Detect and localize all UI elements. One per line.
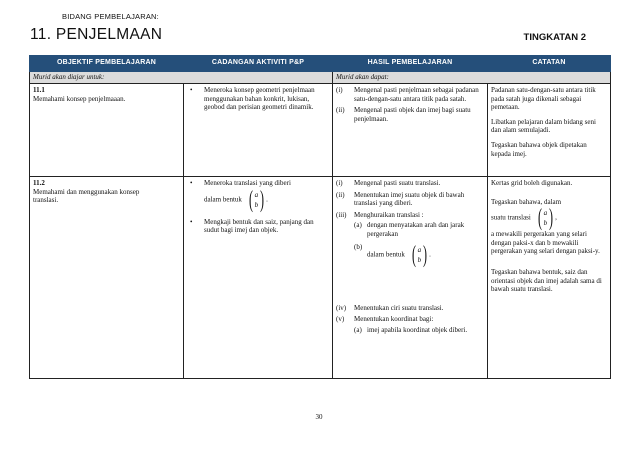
vector-bottom: b <box>543 219 548 228</box>
outcome-text: Menentukan ciri suatu translasi. <box>354 303 444 312</box>
outcome-marker: (iv) <box>336 303 347 312</box>
activity-item: • Mengkaji bentuk dan saiz, panjang dan sudut bagi imej dan objek. <box>187 218 329 235</box>
outcome-text: Mengenal pasti suatu translasi. <box>354 179 441 187</box>
sub-text: dengan menyatakan arah dan jarak pergerakan <box>367 221 465 238</box>
outcome-text: Menghuraikan translasi : <box>354 210 424 219</box>
col-objektif: OBJEKTIF PEMBELAJARAN <box>30 56 184 72</box>
sub-text: dalam bentuk <box>367 250 405 259</box>
sub-marker: (b) <box>354 242 363 251</box>
sub-marker: (a) <box>354 325 362 334</box>
vector-top: a <box>417 245 422 254</box>
subheader-row <box>30 72 611 84</box>
sub-text: imej apabila koordinat objek diberi. <box>367 325 468 334</box>
col-hasil: HASIL PEMBELAJARAN <box>333 56 488 72</box>
vector-bottom: b <box>417 255 422 264</box>
objective-cell <box>30 84 184 177</box>
vector-notation: ( a b ) <box>411 241 428 268</box>
col-catatan: CATATAN <box>488 56 611 72</box>
objective-cell <box>30 177 184 379</box>
activity-text: Meneroka translasi yang diberi <box>204 179 291 187</box>
note: suatu translasi ( a b ) , <box>491 205 557 232</box>
outcome-item <box>336 86 484 103</box>
sub-marker: (a) <box>354 221 362 230</box>
outcome-item <box>336 315 484 334</box>
activity-item: • Meneroka translasi yang diberi dalam bentuk ( a b ) . <box>187 179 329 212</box>
note: Kertas grid boleh digunakan. <box>491 179 573 187</box>
page-title: 11. PENJELMAAN <box>30 26 163 43</box>
note: a mewakili pergerakan yang selari dengan paksi-x dan b mewakili pergerakan yang selari dengan paksi-y. <box>491 230 600 256</box>
note: Padanan satu-dengan-satu antara titik pada satah juga dikenali sebagai pemetaan. <box>491 86 596 112</box>
outcome-item <box>336 179 484 188</box>
page-number: 30 <box>315 413 323 421</box>
sub-item: (b) dalam bentuk ( a b ) . <box>354 241 431 268</box>
outcome-marker: (i) <box>336 86 343 94</box>
outcome-marker: (v) <box>336 315 345 324</box>
activity-text: dalam bentuk <box>204 195 242 204</box>
note: Tegaskan bahawa, dalam <box>491 197 562 206</box>
vector-top: a <box>254 190 259 199</box>
note: Tegaskan bahawa objek dipetakan kepada imej. <box>491 140 587 158</box>
vector-top: a <box>543 209 548 218</box>
vector-bottom: b <box>254 200 259 209</box>
outcome-text: Menentukan imej suatu objek di bawah translasi yang diberi. <box>354 190 465 208</box>
subheader-right: Murid akan dapat: <box>333 72 611 84</box>
sub-item <box>354 221 484 238</box>
activity-cell <box>184 177 333 379</box>
outcome-marker: (ii) <box>336 106 345 115</box>
section-number: 11.1 <box>33 86 45 94</box>
section-number: 11.2 <box>33 179 45 187</box>
notes-cell <box>488 84 611 177</box>
tingkatan-label: TINGKATAN 2 <box>523 32 586 43</box>
note: Tegaskan bahawa bentuk, saiz dan orientasi objek dan imej adalah sama di bawah suatu translasi. <box>491 267 602 294</box>
outcome-marker: (i) <box>336 179 343 187</box>
outcome-marker: (iii) <box>336 210 347 219</box>
objective-text: Memahami dan menggunakan konsep translasi. <box>33 187 140 205</box>
table-row <box>30 84 611 177</box>
outcome-item <box>336 211 484 267</box>
table-header-row <box>30 56 611 72</box>
outcome-text: Mengenal pasti penjelmaan sebagai padanan satu-dengan-satu antara titik pada satah. <box>354 86 479 103</box>
outcome-marker: (ii) <box>336 190 345 199</box>
outcome-text: Menentukan koordinat bagi: <box>354 315 434 324</box>
outcome-cell <box>333 177 488 379</box>
note: Libatkan pelajaran dalam bidang seni dan alam semulajadi. <box>491 117 596 135</box>
vector-notation: ( a b ) <box>248 186 265 213</box>
outcome-text: Mengenal pasti objek dan imej bagi suatu penjelmaan. <box>354 106 471 123</box>
outcome-item <box>336 191 484 208</box>
activity-cell <box>184 84 333 177</box>
subheader-left: Murid akan diajar untuk: <box>30 72 333 84</box>
outcome-cell <box>333 84 488 177</box>
sub-item <box>354 326 484 335</box>
note-text: suatu translasi <box>491 213 531 222</box>
syllabus-table <box>29 55 611 379</box>
outcome-item <box>336 304 484 313</box>
col-cadangan: CADANGAN AKTIVITI P&P <box>184 56 333 72</box>
table-row <box>30 177 611 379</box>
notes-cell <box>488 177 611 379</box>
bidang-label: BIDANG PEMBELAJARAN: <box>62 12 159 21</box>
activity-item: • Meneroka konsep geometri penjelmaan menggunakan bahan konkrit, lukisan, geobod dan perisian geometri dinamik. <box>187 86 329 112</box>
vector-notation: ( a b ) <box>537 205 554 232</box>
outcome-item <box>336 106 484 123</box>
objective-text: Memahami konsep penjelmaaan. <box>33 94 126 103</box>
